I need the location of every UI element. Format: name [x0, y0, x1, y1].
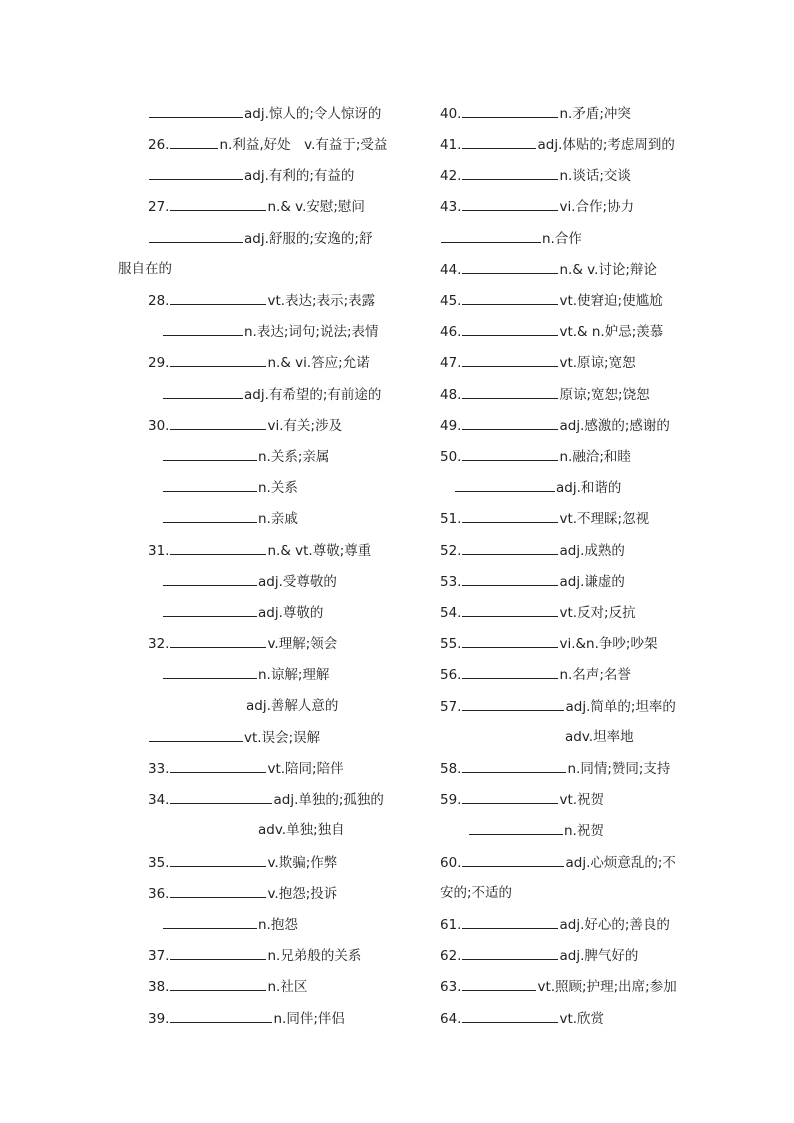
vocab-item [440, 572, 625, 590]
definition: adj.好心的;善良的 [559, 917, 670, 933]
answer-blank[interactable] [462, 104, 558, 118]
answer-blank[interactable] [462, 385, 558, 399]
item-number: 50. [440, 449, 462, 465]
definition: vi.有关;涉及 [267, 418, 343, 434]
vocab-item [148, 353, 370, 371]
answer-blank[interactable] [170, 790, 272, 804]
definition: adj.尊敬的 [258, 605, 324, 621]
item-number: 55. [440, 636, 462, 652]
vocab-item [440, 260, 657, 278]
vocab-item [440, 166, 631, 184]
item-number: 29. [148, 355, 170, 371]
answer-blank[interactable] [462, 759, 566, 773]
definition: v.理解;领会 [267, 636, 338, 652]
item-number: 53. [440, 574, 462, 590]
answer-blank[interactable] [462, 322, 558, 336]
definition: adv.坦率地 [565, 729, 634, 745]
definition: adj.有利的;有益的 [244, 168, 355, 184]
vocab-item [148, 790, 384, 808]
definition: n.社区 [267, 979, 308, 995]
vocab-item [440, 322, 663, 340]
definition: adj.善解人意的 [246, 698, 339, 714]
item-number: 43. [440, 199, 462, 215]
definition: adj.单独的;孤独的 [273, 792, 384, 808]
vocab-item [148, 541, 371, 559]
answer-blank[interactable] [462, 509, 558, 523]
answer-blank[interactable] [462, 447, 558, 461]
item-number: 64. [440, 1011, 462, 1027]
item-number: 38. [148, 979, 170, 995]
vocab-item [148, 759, 344, 777]
definition: adj.简单的;坦率的 [565, 699, 676, 715]
item-number: 27. [148, 199, 170, 215]
definition: n.& v.安慰;慰问 [267, 199, 365, 215]
answer-blank[interactable] [462, 166, 558, 180]
item-number: 48. [440, 387, 462, 403]
answer-blank[interactable] [462, 790, 558, 804]
answer-blank[interactable] [462, 572, 558, 586]
answer-blank[interactable] [462, 197, 558, 211]
vocab-item [162, 447, 329, 465]
definition: vi.合作;协力 [559, 199, 635, 215]
vocab-item [440, 509, 649, 527]
item-number: 41. [440, 137, 462, 153]
vocab-item [440, 447, 631, 465]
definition: vt.陪同;陪伴 [267, 761, 344, 777]
vocab-item [440, 353, 636, 371]
item-number: 52. [440, 543, 462, 559]
vocab-item [162, 665, 329, 683]
definition: adj.有希望的;有前途的 [244, 387, 382, 403]
item-number: 49. [440, 418, 462, 434]
answer-blank[interactable] [469, 821, 563, 835]
vocab-item [148, 853, 337, 871]
definition: vt.祝贺 [559, 792, 605, 808]
definition: adj.脾气好的 [559, 948, 639, 964]
item-number: 58. [440, 761, 462, 777]
answer-blank[interactable] [170, 759, 266, 773]
item-number: 39. [148, 1011, 170, 1027]
vocab-item-continuation [440, 884, 512, 902]
definition: v.欺骗;作弊 [267, 855, 338, 871]
vocab-item [162, 915, 298, 933]
vocab-item [440, 697, 676, 715]
vocab-item [440, 977, 677, 995]
vocab-item [440, 634, 657, 652]
answer-blank[interactable] [462, 603, 558, 617]
vocab-item [440, 790, 604, 808]
answer-blank[interactable] [149, 229, 243, 243]
definition: 安的;不适的 [440, 885, 513, 901]
vocab-item [440, 853, 676, 871]
definition: n.关系 [258, 480, 298, 496]
answer-blank[interactable] [163, 478, 257, 492]
vocab-item [440, 229, 582, 247]
definition: vt.照顾;护理;出席;参加 [537, 979, 677, 995]
vocab-item [440, 603, 636, 621]
definition: n.& vt.尊敬;尊重 [267, 543, 372, 559]
answer-blank[interactable] [170, 946, 266, 960]
vocab-item [440, 385, 650, 403]
vocab-item [440, 197, 634, 215]
definition: vt.原谅;宽恕 [559, 355, 636, 371]
definition: n.兄弟般的关系 [267, 948, 362, 964]
answer-blank[interactable] [462, 853, 564, 867]
vocab-item [440, 665, 631, 683]
definition: v.抱怨;投诉 [267, 886, 338, 902]
definition: vt.欣赏 [559, 1011, 605, 1027]
answer-blank[interactable] [462, 541, 558, 555]
vocab-item [148, 946, 361, 964]
definition: n.谅解;理解 [258, 667, 330, 683]
definition: n.亲戚 [258, 511, 298, 527]
definition: n.祝贺 [564, 823, 604, 839]
answer-blank[interactable] [170, 853, 266, 867]
answer-blank[interactable] [462, 977, 536, 991]
definition: vt.误会;误解 [244, 730, 321, 746]
item-number: 57. [440, 699, 462, 715]
definition: adj.惊人的;令人惊讶的 [244, 106, 382, 122]
item-number: 37. [148, 948, 170, 964]
answer-blank[interactable] [170, 135, 218, 149]
vocab-item [258, 821, 345, 839]
answer-blank[interactable] [170, 353, 266, 367]
definition: n.融洽;和睦 [559, 449, 631, 465]
answer-blank[interactable] [149, 166, 243, 180]
item-number: 45. [440, 293, 462, 309]
definition: vt.使窘迫;使尴尬 [559, 293, 663, 309]
definition: n.合作 [542, 231, 582, 247]
definition: vi.&n.争吵;吵架 [559, 636, 658, 652]
vocab-item [148, 416, 342, 434]
answer-blank[interactable] [170, 291, 266, 305]
answer-blank[interactable] [163, 665, 257, 679]
item-number: 31. [148, 543, 170, 559]
answer-blank[interactable] [170, 634, 266, 648]
answer-blank[interactable] [462, 665, 558, 679]
vocab-item [440, 104, 631, 122]
definition: vt.& n.妒忌;羡慕 [559, 324, 664, 340]
answer-blank[interactable] [462, 135, 536, 149]
item-number: 44. [440, 262, 462, 278]
definition: n.同伴;伴侣 [273, 1011, 345, 1027]
answer-blank[interactable] [170, 197, 266, 211]
answer-blank[interactable] [455, 478, 555, 492]
item-number: 42. [440, 168, 462, 184]
item-number: 32. [148, 636, 170, 652]
vocab-item [454, 478, 621, 496]
vocab-item [246, 697, 338, 715]
answer-blank[interactable] [163, 385, 243, 399]
answer-blank[interactable] [462, 1009, 558, 1023]
definition: adv.单独;独自 [258, 822, 345, 838]
answer-blank[interactable] [441, 229, 541, 243]
vocab-item [148, 634, 337, 652]
item-number: 54. [440, 605, 462, 621]
answer-blank[interactable] [462, 634, 558, 648]
definition: n.抱怨 [258, 917, 298, 933]
definition: n.关系;亲属 [258, 449, 330, 465]
definition: adj.谦虚的 [559, 574, 625, 590]
definition: n.& vi.答应;允诺 [267, 355, 370, 371]
item-number: 60. [440, 855, 462, 871]
vocab-item [440, 291, 663, 309]
definition: n.利益,好处 v.有益于;受益 [219, 137, 388, 153]
vocab-item [162, 478, 298, 496]
definition: vt.表达;表示;表露 [267, 293, 376, 309]
definition: adj.受尊敬的 [258, 574, 337, 590]
answer-blank[interactable] [462, 260, 558, 274]
vocab-item [440, 541, 625, 559]
item-number: 59. [440, 792, 462, 808]
answer-blank[interactable] [163, 915, 257, 929]
answer-blank[interactable] [462, 915, 558, 929]
vocab-item [162, 322, 379, 340]
vocab-item [468, 821, 604, 839]
definition: n.矛盾;冲突 [559, 106, 631, 122]
answer-blank[interactable] [170, 416, 266, 430]
item-number: 26. [148, 137, 170, 153]
answer-blank[interactable] [462, 291, 558, 305]
answer-blank[interactable] [163, 447, 257, 461]
vocab-item [148, 977, 307, 995]
item-number: 34. [148, 792, 170, 808]
definition: adj.和谐的 [556, 480, 622, 496]
vocab-item [148, 728, 320, 746]
answer-blank[interactable] [163, 572, 257, 586]
vocab-item [440, 1009, 604, 1027]
item-number: 62. [440, 948, 462, 964]
answer-blank[interactable] [170, 977, 266, 991]
vocab-item [162, 603, 323, 621]
definition: n.& v.讨论;辩论 [559, 262, 657, 278]
vocab-item [148, 166, 354, 184]
item-number: 33. [148, 761, 170, 777]
vocab-item [148, 1009, 345, 1027]
answer-blank[interactable] [462, 946, 558, 960]
vocab-item [162, 572, 337, 590]
answer-blank[interactable] [163, 603, 257, 617]
item-number: 63. [440, 979, 462, 995]
answer-blank[interactable] [149, 104, 243, 118]
vocab-item [148, 104, 381, 122]
answer-blank[interactable] [462, 353, 558, 367]
definition: adj.感激的;感谢的 [559, 418, 670, 434]
vocab-item [148, 291, 375, 309]
vocab-item [148, 229, 372, 247]
vocab-item [148, 197, 365, 215]
definition: n.表达;词句;说法;表情 [244, 324, 379, 340]
vocab-item [440, 946, 638, 964]
definition: n.谈话;交谈 [559, 168, 631, 184]
answer-blank[interactable] [462, 697, 564, 711]
item-number: 47. [440, 355, 462, 371]
definition: 原谅;宽恕;饶恕 [559, 387, 650, 403]
item-number: 28. [148, 293, 170, 309]
definition: vt.不理睬;忽视 [559, 511, 650, 527]
item-number: 46. [440, 324, 462, 340]
answer-blank[interactable] [163, 322, 243, 336]
definition: adj.心烦意乱的;不 [565, 855, 676, 871]
definition: adj.体贴的;考虑周到的 [537, 137, 675, 153]
answer-blank[interactable] [170, 541, 266, 555]
answer-blank[interactable] [163, 509, 257, 523]
answer-blank[interactable] [462, 416, 558, 430]
definition: n.同情;赞同;支持 [567, 761, 671, 777]
vocab-item [162, 385, 381, 403]
vocab-item [148, 884, 337, 902]
definition: n.名声;名誉 [559, 667, 631, 683]
vocab-item [440, 135, 675, 153]
vocab-item [440, 915, 670, 933]
definition: 服自在的 [118, 261, 172, 277]
item-number: 35. [148, 855, 170, 871]
item-number: 36. [148, 886, 170, 902]
item-number: 51. [440, 511, 462, 527]
item-number: 56. [440, 667, 462, 683]
vocab-item [148, 135, 387, 153]
vocab-item [565, 728, 634, 746]
item-number: 61. [440, 917, 462, 933]
vocab-item [162, 509, 298, 527]
vocab-item-continuation [118, 260, 172, 278]
item-number: 30. [148, 418, 170, 434]
answer-blank[interactable] [149, 728, 243, 742]
answer-blank[interactable] [170, 1009, 272, 1023]
definition: adj.舒服的;安逸的;舒 [244, 231, 373, 247]
vocab-item [440, 416, 670, 434]
vocab-item [440, 759, 670, 777]
answer-blank[interactable] [170, 884, 266, 898]
item-number: 40. [440, 106, 462, 122]
definition: vt.反对;反抗 [559, 605, 636, 621]
definition: adj.成熟的 [559, 543, 625, 559]
